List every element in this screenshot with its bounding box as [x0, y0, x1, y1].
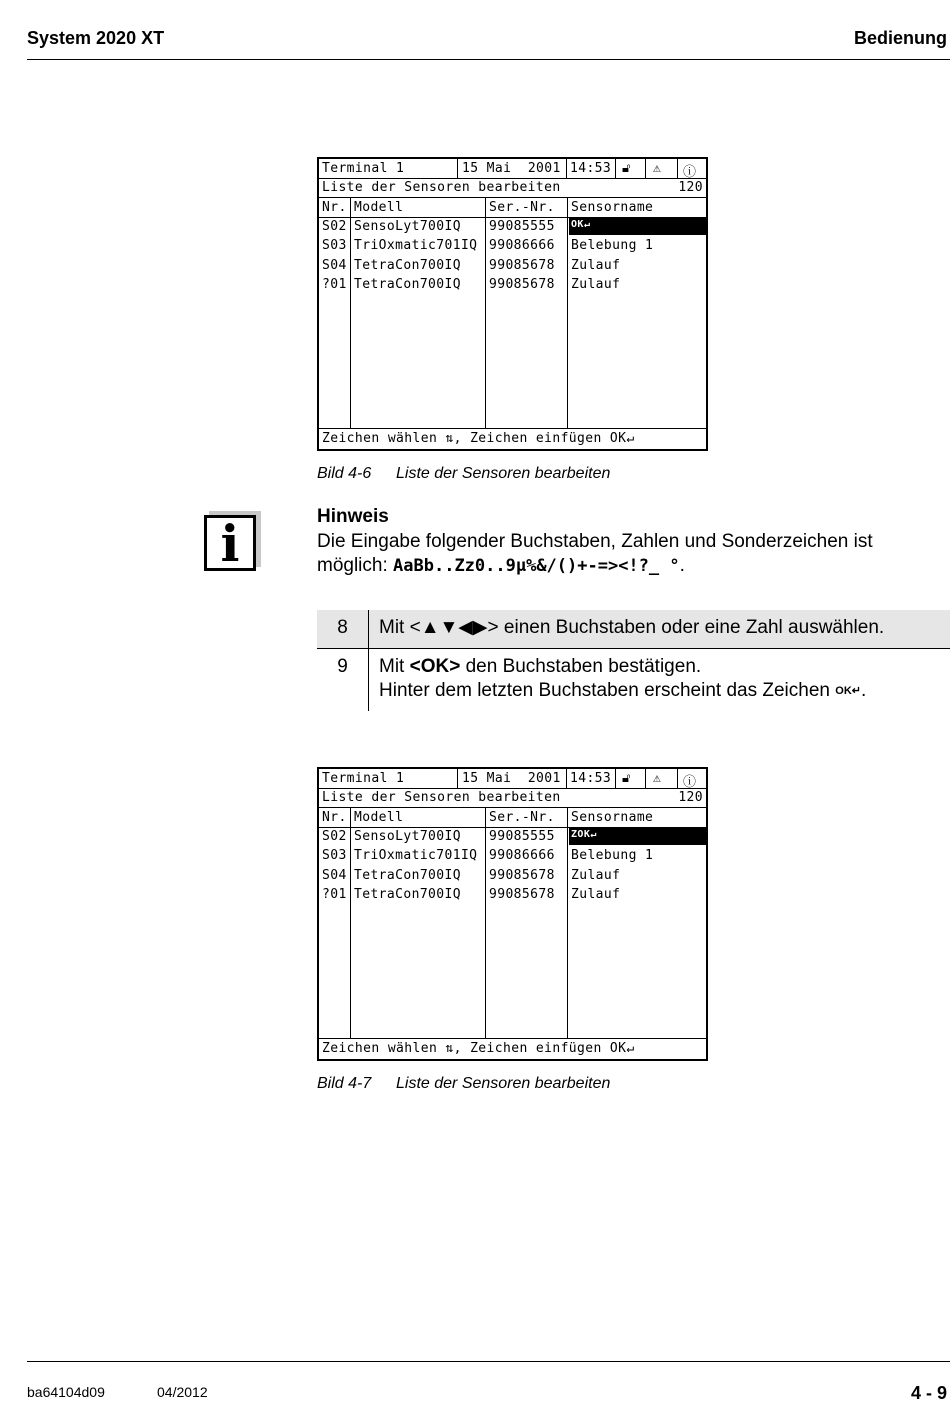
row-name: Zulauf: [571, 277, 621, 292]
row-ser: 99085678: [489, 887, 555, 902]
terminal-title-row: [319, 788, 706, 807]
col-nr: Nr.: [322, 200, 347, 215]
info-icon: ⓘ: [683, 775, 697, 790]
figure-number: Bild 4-6: [317, 465, 372, 482]
table-row[interactable]: [319, 846, 706, 866]
row-modell: TetraCon700IQ: [354, 277, 461, 292]
terminal-time: 14:53: [570, 771, 612, 786]
table-row[interactable]: [319, 866, 706, 886]
terminal-display-2: [317, 767, 708, 1061]
terminal-title-value: 120: [678, 180, 703, 195]
terminal-footer: [319, 1038, 706, 1059]
terminal-column-header: [319, 807, 706, 828]
terminal-title-value: 120: [678, 790, 703, 805]
info-icon: i: [204, 515, 256, 571]
col-modell: Modell: [354, 200, 404, 215]
col-ser: Ser.-Nr.: [489, 810, 555, 825]
row-ser: 99086666: [489, 848, 555, 863]
row-ser: 99085678: [489, 258, 555, 273]
terminal-label: Terminal 1: [322, 161, 405, 176]
lock-icon: 🔓︎: [622, 771, 631, 786]
col-nr: Nr.: [322, 810, 347, 825]
row-modell: TetraCon700IQ: [354, 868, 461, 883]
table-row[interactable]: [319, 885, 706, 905]
row-modell: TriOxmatic701IQ: [354, 238, 478, 253]
note-title: Hinweis: [317, 506, 389, 527]
col-modell: Modell: [354, 810, 404, 825]
figure-number: Bild 4-7: [317, 1075, 372, 1092]
row-modell: SensoLyt700IQ: [354, 829, 461, 844]
ok-key-label: <OK>: [409, 656, 461, 677]
row-name: Zulauf: [571, 868, 621, 883]
col-ser: Ser.-Nr.: [489, 200, 555, 215]
figure-caption-2: [317, 1075, 610, 1093]
row-nr: ?01: [322, 887, 347, 902]
terminal-footer: [319, 428, 706, 449]
page-number: 4 - 9: [910, 1383, 947, 1403]
header-right-title: Bedienung: [854, 28, 947, 48]
step-text: Mit <▲▼◀▶> einen Buchstaben oder eine Zahl auswählen.: [379, 617, 885, 638]
row-ser: 99086666: [489, 238, 555, 253]
footer-doc-id: ba64104d09: [27, 1384, 105, 1400]
header-left-title: System 2020 XT: [27, 28, 165, 48]
lock-icon: 🔓︎: [622, 161, 631, 176]
name-edit-cursor[interactable]: ZOK↵: [569, 828, 707, 845]
row-modell: TriOxmatic701IQ: [354, 848, 478, 863]
terminal-title: Liste der Sensoren bearbeiten: [322, 180, 561, 195]
col-sensorname: Sensorname: [571, 200, 654, 215]
table-row[interactable]: [319, 275, 706, 295]
figure-title: Liste der Sensoren bearbeiten: [396, 1075, 611, 1092]
footer-rule: [27, 1361, 950, 1362]
note-text: Die Eingabe folgender Buchstaben, Zahlen und Sonderzeichen ist möglich: AaBb..Zz0..9µ%&/()+-=><!?_ °.: [317, 531, 873, 576]
terminal-time: 14:53: [570, 161, 612, 176]
figure-title: Liste der Sensoren bearbeiten: [396, 465, 611, 482]
row-modell: SensoLyt700IQ: [354, 219, 461, 234]
row-name: Zulauf: [571, 258, 621, 273]
terminal-title-row: [319, 178, 706, 197]
step-text: Mit <OK> den Buchstaben bestätigen. Hinter dem letzten Buchstaben erscheint das Zeichen OK↵.: [379, 656, 867, 701]
warning-icon: ⚠︎: [653, 771, 662, 786]
figure-caption-1: [317, 465, 610, 483]
col-sensorname: Sensorname: [571, 810, 654, 825]
terminal-footer-text: Zeichen wählen ⇅, Zeichen einfügen OK↵: [322, 1041, 635, 1056]
table-row[interactable]: [319, 256, 706, 276]
row-ser: 99085555: [489, 219, 555, 234]
row-name: Belebung 1: [571, 848, 654, 863]
row-ser: 99085678: [489, 277, 555, 292]
header-rule: [27, 59, 950, 60]
row-ser: 99085678: [489, 868, 555, 883]
terminal-display-1: [317, 157, 708, 451]
info-icon: ⓘ: [683, 165, 697, 180]
row-nr: ?01: [322, 277, 347, 292]
row-nr: S02: [322, 219, 347, 234]
footer-date: 04/2012: [157, 1384, 208, 1400]
note-charset: AaBb..Zz0..9µ%&/()+-=><!?_ °: [393, 556, 680, 576]
terminal-date: 15 Mai 2001: [462, 771, 561, 786]
step-number: 8: [317, 610, 369, 648]
terminal-date: 15 Mai 2001: [462, 161, 561, 176]
row-modell: TetraCon700IQ: [354, 258, 461, 273]
terminal-footer-text: Zeichen wählen ⇅, Zeichen einfügen OK↵: [322, 431, 635, 446]
table-row[interactable]: [319, 827, 706, 847]
name-edit-cursor[interactable]: OK↵: [569, 218, 707, 235]
table-row[interactable]: [319, 217, 706, 237]
row-nr: S03: [322, 238, 347, 253]
row-nr: S03: [322, 848, 347, 863]
terminal-status-bar: [319, 159, 706, 179]
row-nr: S02: [322, 829, 347, 844]
row-name: Belebung 1: [571, 238, 654, 253]
ok-enter-icon: OK↵: [835, 685, 861, 697]
warning-icon: ⚠︎: [653, 161, 662, 176]
row-nr: S04: [322, 258, 347, 273]
row-name: Zulauf: [571, 887, 621, 902]
table-row[interactable]: [319, 236, 706, 256]
terminal-title: Liste der Sensoren bearbeiten: [322, 790, 561, 805]
step-9: [317, 649, 950, 711]
row-modell: TetraCon700IQ: [354, 887, 461, 902]
step-number: 9: [317, 649, 369, 711]
step-list: [317, 610, 950, 711]
terminal-column-header: [319, 197, 706, 218]
row-ser: 99085555: [489, 829, 555, 844]
row-nr: S04: [322, 868, 347, 883]
terminal-status-bar: [319, 769, 706, 789]
step-8: [317, 610, 950, 649]
terminal-label: Terminal 1: [322, 771, 405, 786]
